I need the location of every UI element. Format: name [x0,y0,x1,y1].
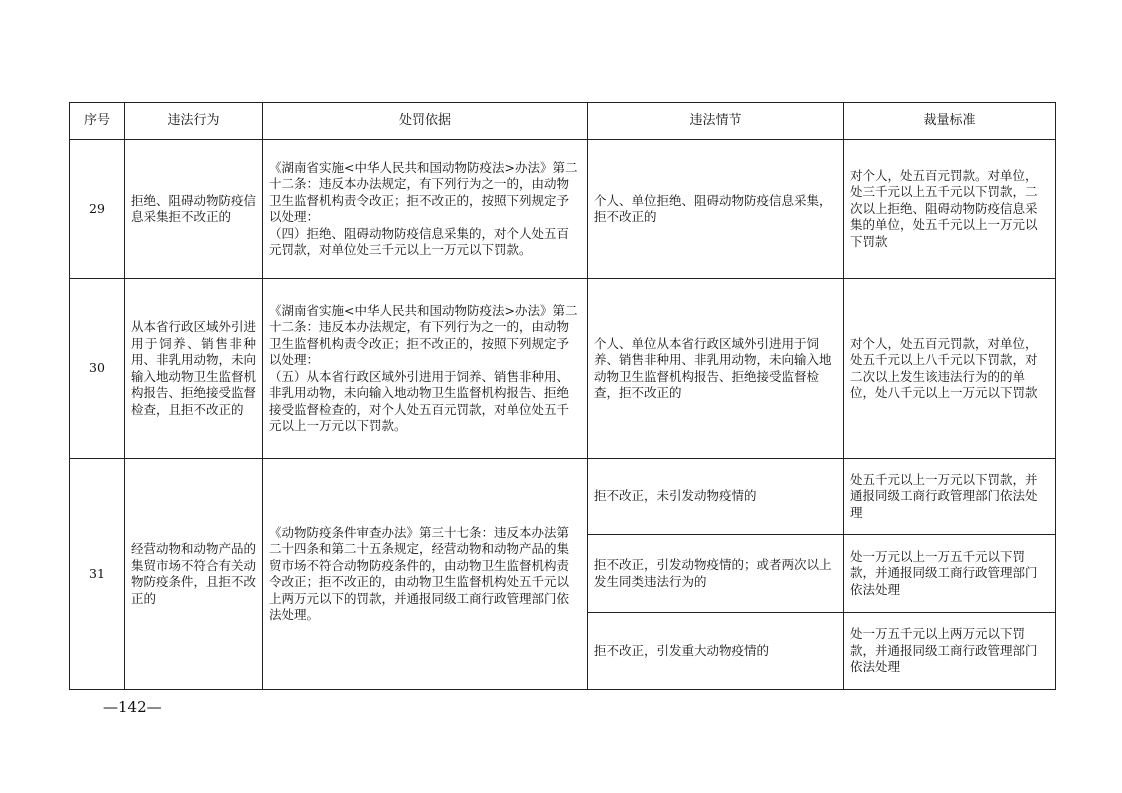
row-circumstance: 拒不改正，引发重大动物疫情的 [588,613,844,690]
table-row [70,279,1056,459]
penalty-discretion-table [69,102,1056,690]
header-circumstances: 违法情节 [588,103,844,140]
row-discretion-standard: 处一万五千元以上两万元以下罚款，并通报同级工商行政管理部门依法处理 [844,613,1056,690]
row-penalty-basis: 《湖南省实施<中华人民共和国动物防疫法>办法》第二十二条：违反本办法规定，有下列行为之一的，由动物卫生监督机构责令改正；拒不改正的，按照下列规定予以处理： （五）从本省行政区域外引进用于饲养、销售非种用、非乳用动物，未向输入地动物卫生监督机构报告、拒绝接受监督检查的，对个人处五百元罚款，对单位处五千元以上一万元以下罚款。 [263,279,588,459]
row-serial-number: 30 [70,279,125,459]
header-penalty-basis: 处罚依据 [263,103,588,140]
row-violation: 拒绝、阻碍动物防疫信息采集拒不改正的 [125,140,263,279]
row-penalty-basis: 《动物防疫条件审查办法》第三十七条：违反本办法第二十四条和第二十五条规定，经营动物和动物产品的集贸市场不符合动物防疫条件的，由动物卫生监督机构责令改正；拒不改正的，由动物卫生监督机构处五千元以上两万元以下的罚款，并通报同级工商行政管理部门依法处理。 [263,459,588,690]
row-discretion-standard: 处五千元以上一万元以下罚款，并通报同级工商行政管理部门依法处理 [844,459,1056,535]
table-header-row [70,103,1056,140]
row-discretion-standard: 对个人，处五百元罚款。对单位，处三千元以上五千元以下罚款，二次以上拒绝、阻碍动物防疫信息采集的单位，处五千元以上一万元以下罚款 [844,140,1056,279]
header-discretion-standard: 裁量标准 [844,103,1056,140]
table-row [70,140,1056,279]
row-circumstance: 拒不改正，引发动物疫情的；或者两次以上发生同类违法行为的 [588,535,844,613]
row-circumstance: 拒不改正，未引发动物疫情的 [588,459,844,535]
row-serial-number: 29 [70,140,125,279]
header-violation: 违法行为 [125,103,263,140]
row-serial-number: 31 [70,459,125,690]
row-violation: 从本省行政区域外引进用于饲养、销售非种用、非乳用动物，未向输入地动物卫生监督机构报告、拒绝接受监督检查，且拒不改正的 [125,279,263,459]
row-circumstance: 个人、单位从本省行政区域外引进用于饲养、销售非种用、非乳用动物，未向输入地动物卫生监督机构报告、拒绝接受监督检查，拒不改正的 [588,279,844,459]
row-violation: 经营动物和动物产品的集贸市场不符合有关动物防疫条件，且拒不改正的 [125,459,263,690]
row-discretion-standard: 处一万元以上一万五千元以下罚款，并通报同级工商行政管理部门依法处理 [844,535,1056,613]
page-number: —142— [103,698,162,716]
row-penalty-basis: 《湖南省实施<中华人民共和国动物防疫法>办法》第二十二条：违反本办法规定，有下列行为之一的，由动物卫生监督机构责令改正；拒不改正的，按照下列规定予以处理： （四）拒绝、阻碍动物防疫信息采集的，对个人处五百元罚款，对单位处三千元以上一万元以下罚款。 [263,140,588,279]
header-serial-number: 序号 [70,103,125,140]
table-row [70,459,1056,535]
row-discretion-standard: 对个人，处五百元罚款，对单位，处五千元以上八千元以下罚款，对二次以上发生该违法行为的的单位，处八千元以上一万元以下罚款 [844,279,1056,459]
row-circumstance: 个人、单位拒绝、阻碍动物防疫信息采集，拒不改正的 [588,140,844,279]
